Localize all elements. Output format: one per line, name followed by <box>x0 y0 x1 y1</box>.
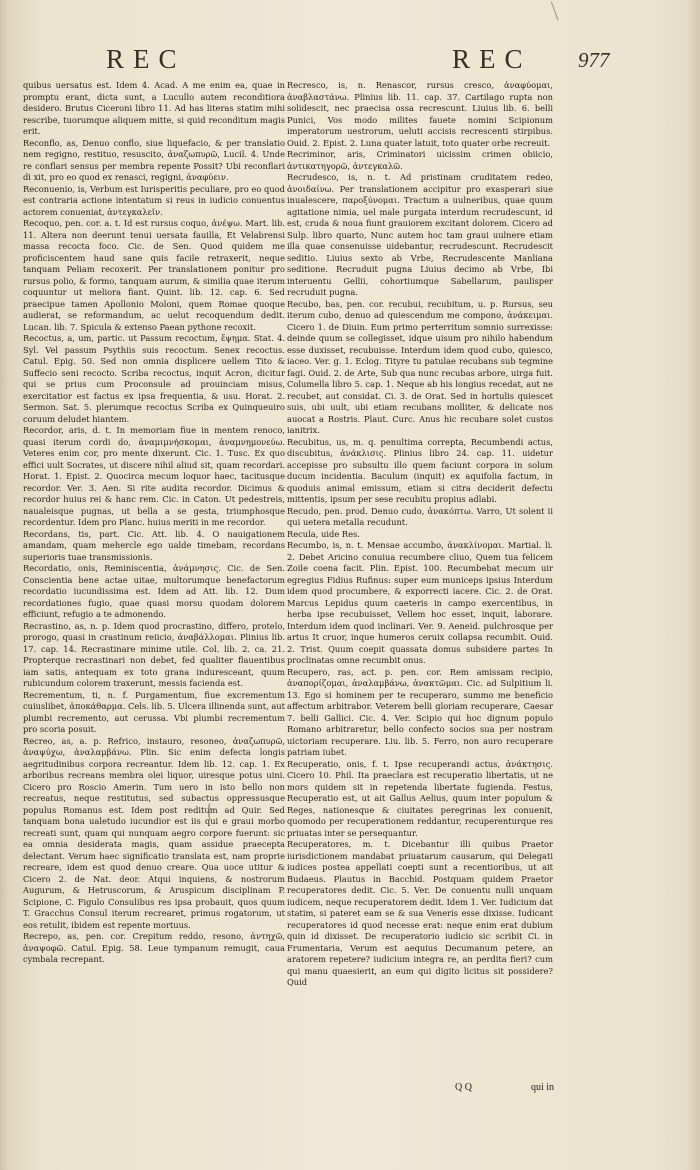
header-left-guideword: REC <box>106 44 186 74</box>
dictionary-entry: Recumbo, is, n. t. Mensae accumbo, ἀνακλίνομαι. Martial. li. 2. Debet Aricino conuiua recumbere cliuo, Quem tua felicem Zoile coena facit. Plin. Epist. 100. Recumbebat mecum uir egregius Fidius Rufinus: super eum municeps ipsius Interdum idem quod procumbere, & exporrecti iacere. Cic. 2. de Orat. Marcus Lepidus quum caeteris in campo exercentibus, in herba ipse recubuisset, Vellem hoc esset, inquit, laborare. Interdum idem quod inclinari. Ver. 9. Aeneid. pulchrosque per artus It cruor, inque humeros ceruix collapsa recumbit. Ouid. 2. Trist. Quum coepit quassata domus subsidere partes In proclinatas omne recumbit onus. <box>287 540 553 665</box>
dictionary-entry: Recreo, as, a. p. Refrico, instauro, resoneo, ἀναζωπυρῶ, ἀναψύχω, ἀναλαμβάνω. Plin. Sic enim defecta longis aegritudinibus corpora recreantur. Idem lib. 12. cap. 1. Ex arboribus recreans membra olei liquor, uiresque potus uini. Cicero pro Roscio Amerin. Tum uero in isto bello non recreatus, neque restitutus, sed subactus oppressusque populus Romanus est. Idem post reditum ad Quir. Sed tanquam bona ualetudo iucundior est iis qui e graui morbo recreati sunt, quam qui nunquam aegro corpore fuerunt: sic ea omnia desiderata magis, quam assidue praecepta delectant. Verum haec significatio translata est, nam proprie recreare, idem est quod denuo creare. Qua uoce utitur & Cicero 2. de Nat. deor. Atqui inquiens, & nostrorum Augurum, & Hetruscorum, & Aruspicum disciplinam P. Scipione, C. Figulo Consulibus res ipsa probauit, quos quum T. Gracchus Consul iterum recrearet, primus rogatorum, ut eos retulit, ibidem est repente mortuus. <box>23 735 285 930</box>
page-number: 977 <box>578 48 610 72</box>
left-column <box>23 80 285 1080</box>
ink-mark <box>208 803 216 819</box>
dictionary-entry: Reconflo, as, Denuo conflo, siue liquefacio, & per translatio nem regigno, restituo, resuscito, ἀναζωπυρῶ, Lucil. 4. Unde re conflari sensus per membra repente Possit? Ubi reconflari di xit, pro eo quod ex renasci, regigni, ἀναφύειν. <box>23 137 285 182</box>
running-header <box>0 44 700 78</box>
dictionary-entry: Recudo, pen. prod. Denuo cudo, ἀνακόπτω. Varro, Ut solent ii qui uetera metalla recudunt. <box>287 505 553 527</box>
dictionary-entry: Recordatio, onis, Reminiscentia, ἀνάμνησις. Cic. de Sen. Conscientia bene actae uitae, multorumque benefactorum recordatio iucundissima est. Idem ad Att. lib. 12. Dum recordationes fugio, quae quasi morsu quodam dolorem efficiunt, refugio a te admonendo. <box>23 563 285 619</box>
dictionary-entry: Recresco, is, n. Renascor, rursus cresco, ἀναφύομαι, ἀναβλαστάνω. Plinius lib. 11. cap. 37. Cartilago rupta non solidescit, nec praecisa ossa recrescunt. Liuius lib. 6. belli Punici, Vos modo milites fauete nomini Scipionum imperatorum uestrorum, ueluti accisis recrescenti stirpibus. Ouid. 2. Epist. 2. Luna quater latuit, toto quater orbe recreuit. <box>287 80 553 148</box>
dictionary-entry: Recula, uide Res. <box>287 528 360 539</box>
header-right-guideword: REC <box>452 44 532 74</box>
catchword: qui in <box>531 1082 555 1093</box>
page-edge-shadow <box>686 0 700 1170</box>
dictionary-entry: Recrementum, ti, n. f. Purgamentum, fiue excrementum cuiuslibet, ἀποκάθαρμα. Cels. lib. 5. Ulcera illinenda sunt, aut plumbi recremento, aut cerussa. Vbi plumbi recrementum pro scoria posuit. <box>23 689 285 734</box>
page-footer <box>455 1082 555 1096</box>
dictionary-entry: Recrastino, as, n. p. Idem quod procrastino, differo, protelo, prorogo, quasi in crastinum reiicio, ἀναβάλλομαι. Plinius lib. 17. cap. 14. Recrastinare minime utile. Col. lib. 2. ca. 21. Propterque recrastinari non debet, fed qualiter flauentibus iam satis, antequam ex toto grana induresceant, quum rubicundum colorem traxerunt, messis facienda est. <box>23 620 285 688</box>
dictionary-entry: quibus uersatus est. Idem 4. Acad. A me enim ea, quae in promptu erant, dicta sunt, a Lucullo autem reconditiora desidero. Brutus Ciceroni libro 11. Ad has literas statim mihi rescribe, tuorumque aliquem mitte, si quid reconditum magis erit. <box>23 80 285 136</box>
dictionary-entry: Recupero, ras, act. p. pen. cor. Rem amissam recipio, ἀναπορίζομαι, ἀναλαμβάνω, ἀνακτῶμαι. Cic. ad Sulpitium li. 13. Ego si hominem per te recuperaro, summo me beneficio affectum arbitrabor. Veterem belli gloriam recuperare, Caesar 7. belli Gallici. Cic. 4. Ver. Scipio qui hoc dignum populo Romano arbitraretur, bello confecto socios sua per nostram uictoriam recuperare. Liu. lib. 5. Ferro, non auro recuperare patriam iubet. <box>287 666 553 757</box>
dictionary-entry: Recordor, aris, d. t. In memoriam fiue in mentem renoco, quasi iterum cordi do, ἀναμιμνήσκομαι, ἀναμνημονεύω. Veteres enim cor, pro mente dixerunt. Cic. 1. Tusc. Ex quo effici uult Socrates, ut discere nihil aliud sit, quam recordari. Horat. 1. Epist. 2. Quocirca mecum loquor haec, tacitusque recordor. Ver. 3. Aen. Si rite audita recordor. Dicimus & recordor huius rei & hanc rem. Cic. in Caton. Ut pedestreis, naualeisque pugnas, ut bella a se gesta, triumphosque recordentur. Idem pro Planc. huius meriti in me recordor. <box>23 425 285 527</box>
dictionary-entry: Recriminor, aris, Criminatori uicissim crimen obiicio, ἀντικατηγορῶ, ἀντεγκαλῶ. <box>287 149 553 171</box>
dictionary-entry: Recoctus, a, um, partic. ut Passum recoctum, ἕψημα. Stat. 4. Syl. Vel passum Psythiis suis recoctum. Senex recoctus. Catul. Epig. 50. Sed non omnia displicere uellem Tito & Suffecio seni recocto. Scriba recoctus, inquit Acron, dicitur qui se prius cum Proconsule ad prouinciam misus, exercitatior est factus ex ipsa frequentia, & usu. Horat. 2. Sermon. Sat. 5. plerumque recoctus Scriba ex Quinqueuiro coruum deludet hiantem. <box>23 333 285 424</box>
right-column <box>287 80 553 1080</box>
dictionary-entry: Recubitus, us, m. q. penultima correpta, Recumbendi actus, discubitus, ἀνάκλισις. Plinius libro 24. cap. 11. uidetur accepisse pro subsultu illo quem faciunt corpora in solum ducum incidentia. Baculum (inquit) ex aquifolia factum, in quoduis animal emissum, etiam si citra deciderit defectu mittentis, ipsum per sese recubitu propius adlabi. <box>287 436 553 504</box>
dictionary-entry: Recrudesco, is, n. t. Ad pristinam cruditatem redeo, ἀνοιδαίνω. Per translationem accipitur pro exasperari siue inualescere, παροξύνομαι. Tractum a uulneribus, quae quum agitatione nimia, uel male purgata interdum recrudescunt, id est, cruda & noua fiunt grauiorem excitant dolorem. Cicero ad Sulp. libro quarto, Nunc autem hoc tam graui uulnere etiam illa quae consenuisse uidebantur, recrudescunt. Recrudescit seditio. Liuius sexto ab Vrbe, Recrudescente Manliana seditione. Recruduit pugna Liuius decimo ab Vrbe, Ibi interuentu Gellii, cohortiumque Sabellarum, paulisper recruduit pugna. <box>287 172 553 297</box>
dictionary-entry: Recubo, bas, pen. cor. recubui, recubitum, u. p. Rursus, seu iterum cubo, denuo ad quiescendum me compono, ἀνάκειμαι. Cicero 1. de Diuin. Eum primo perterritum somnio surrexisse: deinde quum se collegisset, idque uisum pro nihilo habendum esse duxisset, recubuisse. Interdum idem quod cubo, quiesco, iaceo. Ver. g. 1. Eclog. Tityre tu patulae recubans sub tegmine fagi. Ouid. 2. de Arte, Sub qua nunc recubas arbore, uirga fuit. Columella libro 5. cap. 1. Neque ab his longius recedat, aut ne recubet, aut considat. Ci. 3. de Orat. Sed in hortulis quiescet suis, ubi uult, ubi etiam recubans molliter, & delicate nos auocat a Rostris. Plaut. Curc. Anus hic recubare solet custos ianitrix. <box>287 298 553 435</box>
dictionary-entry: Recordans, tis, part. Cic. Att. lib. 4. O nauigationem amandam, quam mehercle ego ualde timebam, recordans superioris tuae transmissionis. <box>23 528 285 562</box>
page-spine-shadow <box>0 0 10 1170</box>
dictionary-entry: Recrepo, as, pen. cor. Crepitum reddo, resono, ἀντηχῶ, ἀναψοφῶ. Catul. Epig. 58. Leue tympanum remugit, caua cymbala recrepant. <box>23 931 285 964</box>
margin-mark <box>551 0 564 21</box>
dictionary-entry: Recuperatio, onis, f. t. Ipse recuperandi actus, ἀνάκτησις. Cicero 10. Phil. Ita praeclara est recuperatio libertatis, ut ne mors quidem sit in repetenda libertate fugienda. Festus, Recuperatio est, ut ait Gallus Aelius, quum inter populum & Reges, nationesque & ciuitates peregrinas lex conuenit, quomodo per recuperationem reddantur, recuperenturque res priuatas inter se persequantur. <box>287 758 553 838</box>
dictionary-entry: Recuperatores, m. t. Dicebantur illi quibus Praetor iurisdictionem mandabat priuatarum causarum, qui Delegati iudices postea appellati coepti sunt a recentioribus, ut ait Budaeus. Plautus in Bacchid. Postquam quidem Praetor recuperatores dedit. Cic. 5. Ver. De conuentu nulli unquam iudicem, neque recuperatorem dedit. Idem 1. Ver. Iudicium dat statim, si pateret eam se & sua Veneris esse dixisse. Iudicant recuperatores id quod necesse erat: neque enim erat dubium quin id dixisset. De recuperatorio iudicio sic scribit Ci. in Frumentaria, Verum est aequius Decumanum petere, an aratorem repetere? iudicium integra re, an perdita fieri? cum qui manu quaesierit, an eum qui digito licitus sit possidere? Quid <box>287 839 553 987</box>
signature-mark: Q Q <box>455 1082 472 1093</box>
dictionary-entry: Reconuenio, is, Verbum est Iurisperitis peculiare, pro eo quod est contraria actione intentatum si reus in iudicio conuentus actorem conueniat, ἀντεγκαλεῖν. <box>23 183 285 217</box>
dictionary-entry: Recoquo, pen. cor. a. t. Id est rursus coquo, ἀνέψω. Mart. lib. 11. Altera non deerunt tenui uersata fauilla, Et Velabrensi massa recocta foco. Cic. de Sen. Quod quidem me proficiscentem haud sane quis facile retraxerit, neque tanquam Peliam recoxerit. Per translationem ponitur pro rursus polio, & formo, tanquam aurum, & similia quae iterum coquuntur ut meliora fiant. Quint. lib. 12. cap. 6. Sed praecipue tamen Apollonio Moloni, quem Romae quoque audierat, se reformandum, ac uelut recoquendum dedit. Lucan. lib. 7. Spicula & extenso Paean pythone recoxit. <box>23 218 285 332</box>
